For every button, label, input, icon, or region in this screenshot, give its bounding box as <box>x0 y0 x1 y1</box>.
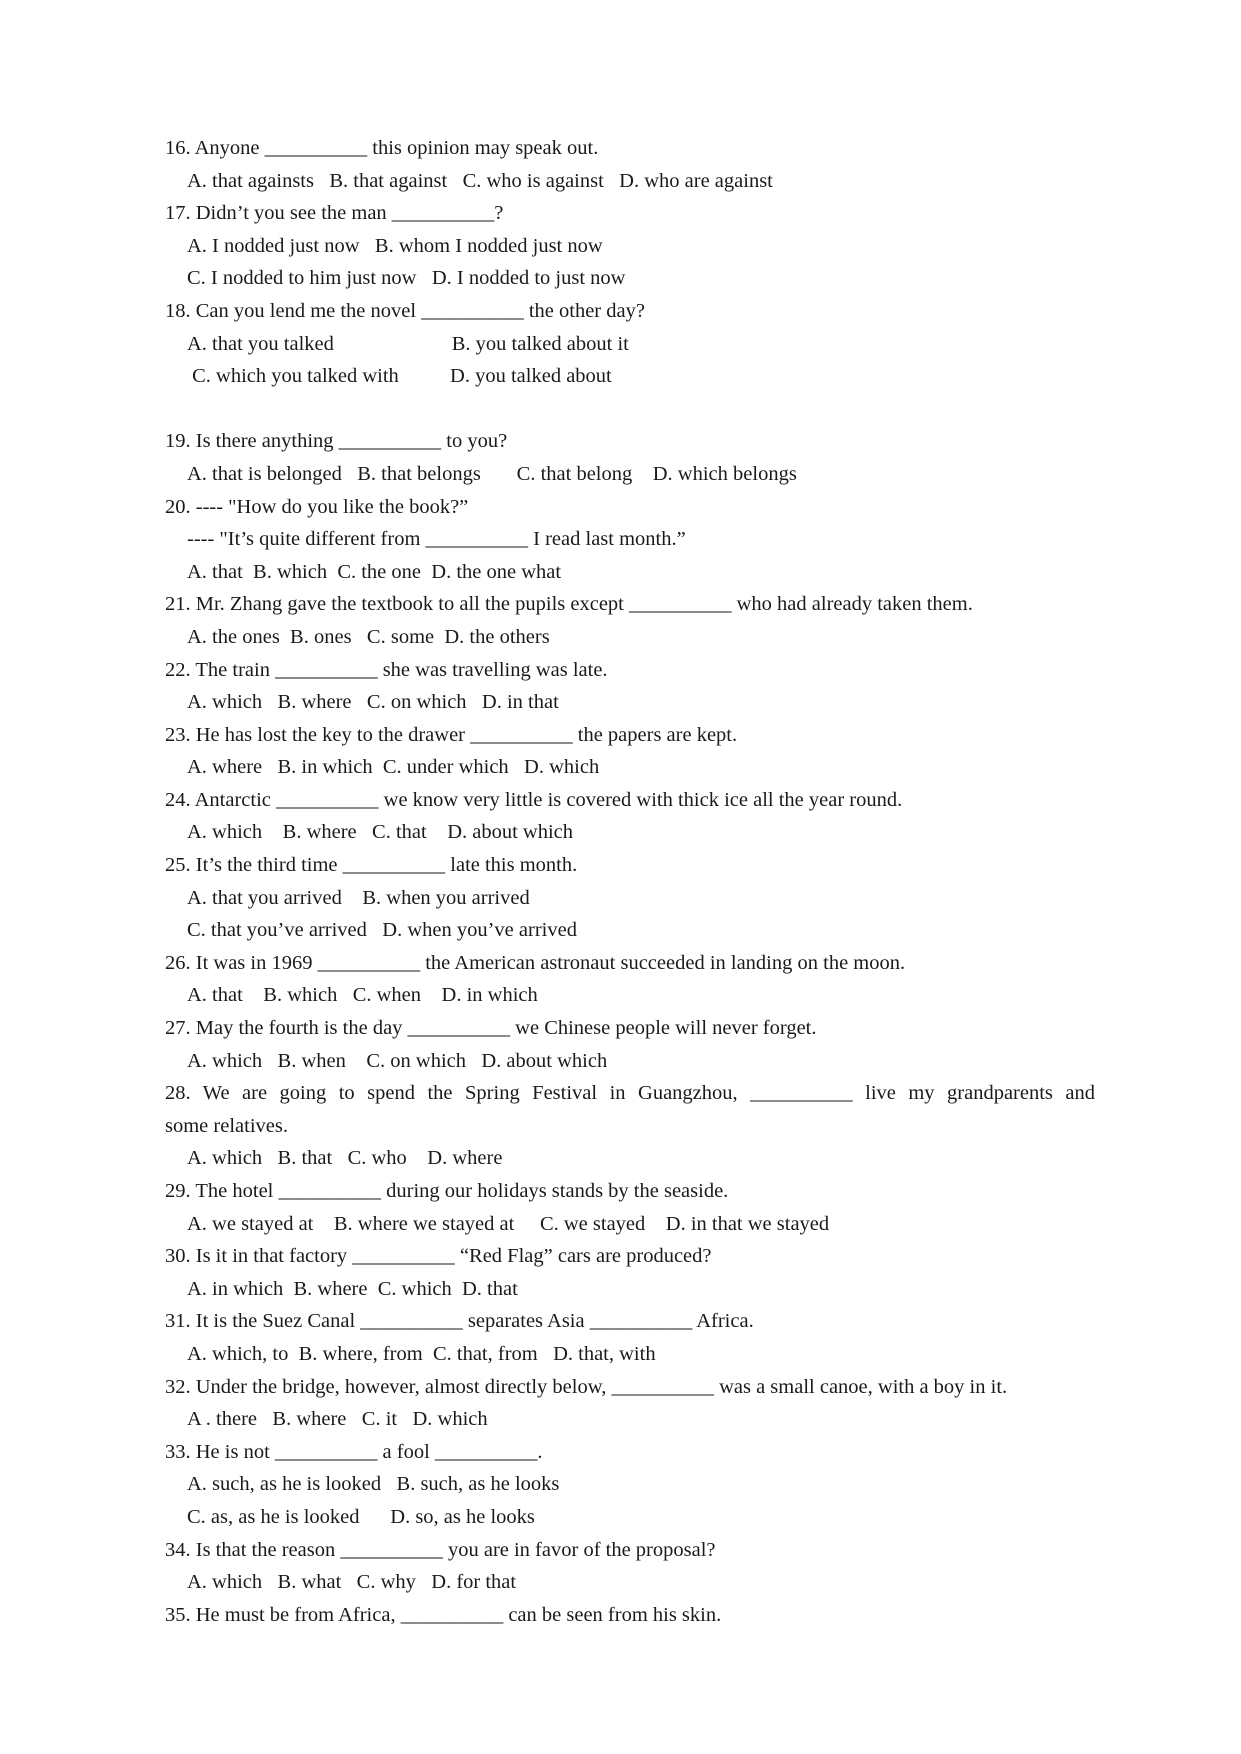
question-34-options: A. which B. what C. why D. for that <box>187 1571 517 1594</box>
question-26-stem: 26. It was in 1969 __________ the American astronaut succeeded in landing on the moon. <box>165 951 906 974</box>
question-28-options: A. which B. that C. who D. where <box>187 1147 503 1170</box>
question-30-stem: 30. Is it in that factory __________ “Red Flag” cars are produced? <box>165 1245 712 1268</box>
question-33-options-2: C. as, as he is looked D. so, as he looks <box>187 1505 535 1528</box>
question-29-stem: 29. The hotel __________ during our holidays stands by the seaside. <box>165 1180 729 1202</box>
question-17-options-1: A. I nodded just now B. whom I nodded just now <box>187 234 603 257</box>
question-17-stem: 17. Didn’t you see the man __________? <box>165 202 504 225</box>
question-16-stem: 16. Anyone __________ this opinion may speak out. <box>165 137 599 159</box>
question-25-options-1: A. that you arrived B. when you arrived <box>187 886 530 909</box>
question-20-options: A. that B. which C. the one D. the one what <box>187 560 562 583</box>
question-20-stem: 20. ---- "How do you like the book?” <box>165 495 469 518</box>
question-27-stem: 27. May the fourth is the day __________ we Chinese people will never forget. <box>165 1017 817 1040</box>
question-26-options: A. that B. which C. when D. in which <box>187 984 538 1007</box>
question-18-options-2: C. which you talked with D. you talked about <box>187 365 612 388</box>
question-34-stem: 34. Is that the reason __________ you are in favor of the proposal? <box>165 1538 716 1561</box>
question-22-stem: 22. The train __________ she was travelling was late. <box>165 658 608 681</box>
question-24-stem: 24. Antarctic __________ we know very little is covered with thick ice all the year round. <box>165 788 903 811</box>
question-21-options: A. the ones B. ones C. some D. the others <box>187 625 550 648</box>
question-25-options-2: C. that you’ve arrived D. when you’ve arrived <box>187 919 577 942</box>
question-16-options: A. that againsts B. that against C. who is against D. who are against <box>187 169 773 192</box>
blank-spacer <box>165 393 1095 426</box>
question-30-options: A. in which B. where C. which D. that <box>187 1277 518 1300</box>
question-32-stem: 32. Under the bridge, however, almost directly below, __________ was a small canoe, with a boy in it. <box>165 1375 1008 1398</box>
question-31-stem: 31. It is the Suez Canal __________ separates Asia __________ Africa. <box>165 1310 754 1333</box>
question-27-options: A. which B. when C. on which D. about which <box>187 1049 608 1072</box>
question-28-stem-line-1: 28. We are going to spend the Spring Festival in Guangzhou, __________ live my grandparents and <box>165 1082 1095 1105</box>
question-29-options: A. we stayed at B. where we stayed at C. we stayed D. in that we stayed <box>187 1212 830 1235</box>
question-17-options-2: C. I nodded to him just now D. I nodded to just now <box>187 267 626 290</box>
question-28-stem-line-2: some relatives. <box>165 1114 288 1137</box>
question-18-stem: 18. Can you lend me the novel __________ the other day? <box>165 299 645 322</box>
question-33-stem: 33. He is not __________ a fool __________. <box>165 1440 543 1463</box>
question-24-options: A. which B. where C. that D. about which <box>187 821 574 844</box>
question-31-options: A. which, to B. where, from C. that, from D. that, with <box>187 1342 656 1365</box>
question-22-options: A. which B. where C. on which D. in that <box>187 691 559 714</box>
question-19-stem: 19. Is there anything __________ to you? <box>165 430 508 453</box>
question-19-options: A. that is belonged B. that belongs C. that belong D. which belongs <box>187 462 797 485</box>
question-33-options-1: A. such, as he is looked B. such, as he looks <box>187 1473 560 1496</box>
question-20-reply: ---- "It’s quite different from __________ I read last month.” <box>187 528 686 551</box>
question-23-options: A. where B. in which C. under which D. which <box>187 756 600 779</box>
question-25-stem: 25. It’s the third time __________ late this month. <box>165 854 578 877</box>
question-32-options: A . there B. where C. it D. which <box>187 1408 488 1431</box>
question-21-stem: 21. Mr. Zhang gave the textbook to all the pupils except __________ who had already taken them. <box>165 593 973 616</box>
question-18-options-1: A. that you talked B. you talked about it <box>187 332 629 355</box>
question-35-stem: 35. He must be from Africa, __________ can be seen from his skin. <box>165 1603 722 1626</box>
question-list <box>165 132 1095 1631</box>
question-23-stem: 23. He has lost the key to the drawer __________ the papers are kept. <box>165 723 738 746</box>
